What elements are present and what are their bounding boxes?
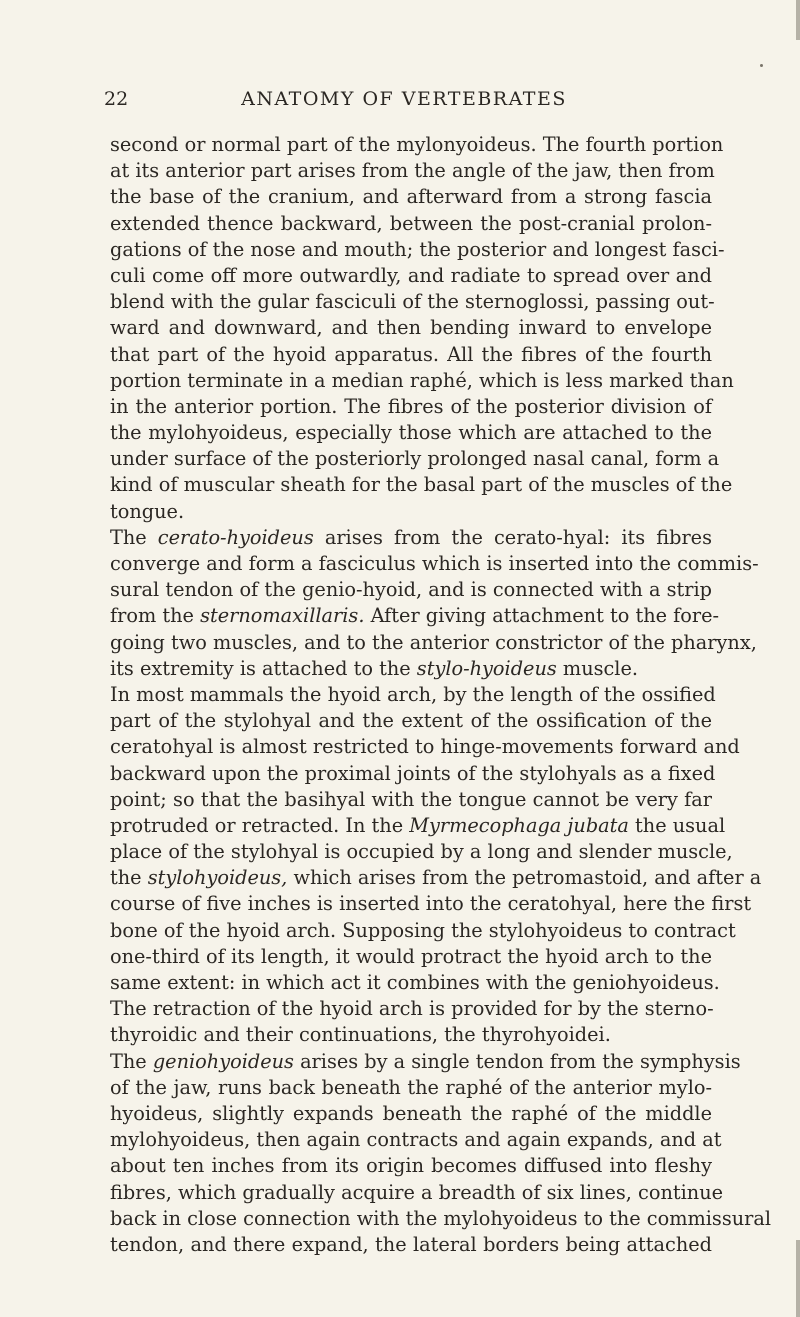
text-line: tendon, and there expand, the lateral borders being attached <box>110 1232 712 1256</box>
text-line: protruded or retracted. In the Myrmecophaga jubata the usual <box>110 813 726 837</box>
text-line: The retraction of the hyoid arch is provided for by the sterno- <box>110 997 714 1021</box>
text-line: about ten inches from its origin becomes diffused into fleshy <box>110 1154 712 1178</box>
text-line: bone of the hyoid arch. Supposing the stylohyoideus to contract <box>110 918 736 942</box>
italic-term: Myrmecophaga jubata <box>409 813 629 837</box>
text-line: blend with the gular fasciculi of the sternoglossi, passing out- <box>110 290 715 314</box>
text-line: The geniohyoideus arises by a single tendon from the symphysis <box>110 1049 741 1073</box>
text-line: extended thence backward, between the post-cranial prolon- <box>110 211 712 235</box>
italic-term: stylo-hyoideus <box>416 656 557 680</box>
text-line: hyoideus, slightly expands beneath the raphé of the middle <box>110 1101 712 1125</box>
text-line: backward upon the proximal joints of the stylohyals as a fixed <box>110 761 716 785</box>
text-line: second or normal part of the mylonyoideus. The fourth portion <box>110 133 724 156</box>
text-line: going two muscles, and to the anterior constrictor of the pharynx, <box>110 630 757 654</box>
page-edge-shadow <box>796 0 800 40</box>
page-edge-shadow <box>796 1240 800 1317</box>
text-line: ceratohyal is almost restricted to hinge-movements forward and <box>110 735 740 759</box>
text-line: portion terminate in a median raphé, which is less marked than <box>110 368 734 392</box>
text-line: tongue. <box>110 499 185 523</box>
text-line: under surface of the posteriorly prolonged nasal canal, form a <box>110 447 720 471</box>
body-text <box>110 132 772 1258</box>
text-line: converge and form a fasciculus which is inserted into the commis- <box>110 552 759 575</box>
running-title: ANATOMY OF VERTEBRATES <box>241 88 567 110</box>
text-line: kind of muscular sheath for the basal part of the muscles of the <box>110 473 733 497</box>
text-line: from the sternomaxillaris. After giving attachment to the fore- <box>110 604 720 628</box>
text-line: part of the stylohyal and the extent of the ossification of the <box>110 709 712 733</box>
text-line: back in close connection with the mylohyoideus to the commissural <box>110 1206 772 1230</box>
text-line: same extent: in which act it combines with the geniohyoideus. <box>110 971 720 994</box>
text-line: culi come off more outwardly, and radiate to spread over and <box>110 263 712 287</box>
text-line: fibres, which gradually acquire a breadth of six lines, continue <box>110 1180 724 1204</box>
text-line: place of the stylohyal is occupied by a long and slender muscle, <box>110 840 733 864</box>
text-line: that part of the hyoid apparatus. All the fibres of the fourth <box>110 342 712 366</box>
text-line: course of five inches is inserted into the ceratohyal, here the first <box>110 892 752 916</box>
text-line: The cerato-hyoideus arises from the cerato-hyal: its fibres <box>110 525 712 549</box>
italic-term: stylohyoideus, <box>147 866 288 890</box>
text-line: sural tendon of the genio-hyoid, and is connected with a strip <box>110 578 712 602</box>
running-header <box>104 88 704 116</box>
italic-term: geniohyoideus <box>152 1049 294 1073</box>
text-line: of the jaw, runs back beneath the raphé of the anterior mylo- <box>110 1075 712 1099</box>
text-line: ward and downward, and then bending inward to envelope <box>110 316 712 340</box>
italic-term: cerato-hyoideus <box>157 525 314 549</box>
text-line: in the anterior portion. The fibres of the posterior division of <box>110 394 712 418</box>
italic-term: sternomaxillaris. <box>200 604 365 628</box>
text-line: gations of the nose and mouth; the posterior and longest fasci- <box>110 237 725 261</box>
text-line: at its anterior part arises from the angle of the jaw, then from <box>110 159 715 183</box>
text-line: In most mammals the hyoid arch, by the length of the ossified <box>110 682 716 706</box>
text-line: mylohyoideus, then again contracts and again expands, and at <box>110 1128 722 1152</box>
page-number: 22 <box>104 88 129 110</box>
speck <box>760 64 763 67</box>
text-line: the mylohyoideus, especially those which are attached to the <box>110 421 712 445</box>
text-line: the base of the cranium, and afterward from a strong fascia <box>110 185 712 209</box>
text-line: one-third of its length, it would protract the hyoid arch to the <box>110 944 712 968</box>
text-line: its extremity is attached to the stylo-hyoideus muscle. <box>110 656 639 680</box>
text-line: thyroidic and their continuations, the thyrohyoidei. <box>110 1023 611 1047</box>
text-line: point; so that the basihyal with the tongue cannot be very far <box>110 787 712 811</box>
text-line: the stylohyoideus, which arises from the petromastoid, and after a <box>110 866 762 890</box>
